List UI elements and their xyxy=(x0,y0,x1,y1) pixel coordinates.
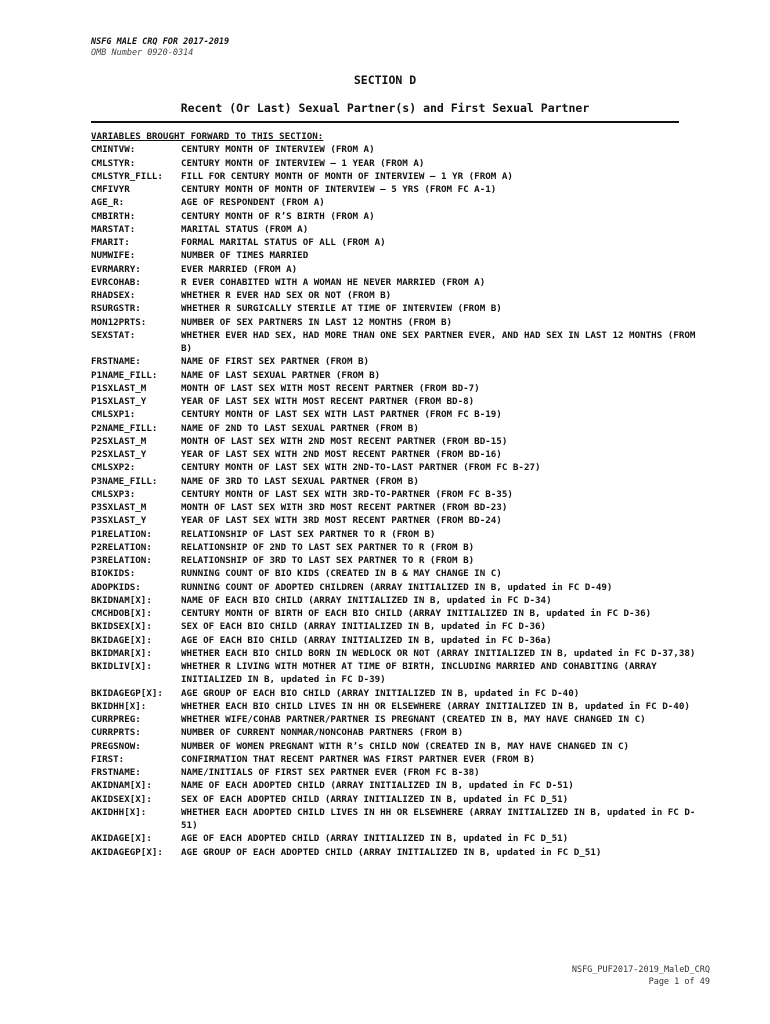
variable-description: NUMBER OF SEX PARTNERS IN LAST 12 MONTHS (FROM B) xyxy=(181,316,453,328)
variable-description: CENTURY MONTH OF LAST SEX WITH 2ND-TO-LAST PARTNER (FROM FC B-27) xyxy=(181,462,541,474)
variable-description: AGE GROUP OF EACH ADOPTED CHILD (ARRAY INITIALIZED IN B, updated in FC D_51) xyxy=(181,846,602,858)
variable-name: BKIDSEX[X]: xyxy=(91,621,152,633)
variable-description: RELATIONSHIP OF LAST SEX PARTNER TO R (FROM B) xyxy=(181,528,436,540)
variable-name: AKIDNAM[X]: xyxy=(91,780,152,792)
variable-row xyxy=(91,740,711,753)
variable-row xyxy=(91,382,711,395)
variable-name: BKIDNAM[X]: xyxy=(91,594,152,606)
variable-name: RHADSEX: xyxy=(91,290,136,301)
variable-name: CMLSTYR: xyxy=(91,157,136,169)
variable-row xyxy=(91,196,711,209)
variable-name: BKIDAGE[X]: xyxy=(91,634,152,646)
variable-row xyxy=(91,607,711,620)
variable-name: RSURGSTR: xyxy=(91,303,141,315)
variable-row xyxy=(91,713,711,726)
variable-row xyxy=(91,475,711,488)
variable-description: SEX OF EACH BIO CHILD (ARRAY INITIALIZED IN B, updated in FC D-36) xyxy=(181,621,547,633)
variable-name: CURRPREG: xyxy=(91,714,141,725)
variable-description: CENTURY MONTH OF LAST SEX WITH LAST PARTNER (FROM FC B-19) xyxy=(181,409,502,421)
variable-description: AGE GROUP OF EACH BIO CHILD (ARRAY INITIALIZED IN B, updated in FC D-40) xyxy=(181,687,580,699)
divider-rule xyxy=(91,121,679,123)
variable-description: R EVER COHABITED WITH A WOMAN HE NEVER MARRIED (FROM A) xyxy=(181,276,486,288)
variable-description: NUMBER OF CURRENT NONMAR/NONCOHAB PARTNERS (FROM B) xyxy=(181,727,464,739)
variable-name: P1SXLAST_Y xyxy=(91,396,147,407)
variables-list xyxy=(91,130,711,859)
section-subtitle: Recent (Or Last) Sexual Partner(s) and First Sexual Partner xyxy=(180,101,590,115)
variable-description: YEAR OF LAST SEX WITH MOST RECENT PARTNER (FROM BD-8) xyxy=(181,396,475,407)
variable-row xyxy=(91,846,711,859)
variable-name: P3SXLAST_M xyxy=(91,502,147,513)
variable-description: FORMAL MARITAL STATUS OF ALL (FROM A) xyxy=(181,237,386,248)
variable-row xyxy=(91,647,711,660)
variable-description: RELATIONSHIP OF 2ND TO LAST SEX PARTNER TO R (FROM B) xyxy=(181,541,475,553)
variable-row xyxy=(91,567,711,580)
variable-name: CMFIVYR xyxy=(91,184,130,195)
variable-description: YEAR OF LAST SEX WITH 2ND MOST RECENT PARTNER (FROM BD-16) xyxy=(181,449,502,460)
variable-name: BKIDAGEGP[X]: xyxy=(91,687,163,699)
variable-row xyxy=(91,210,711,223)
variable-name: CMLSXP1: xyxy=(91,409,136,421)
variable-row xyxy=(91,302,711,315)
variable-description: EVER MARRIED (FROM A) xyxy=(181,263,298,275)
variable-name: CMCHDOB[X]: xyxy=(91,608,152,619)
variable-name: FRSTNAME: xyxy=(91,767,141,778)
variable-row xyxy=(91,753,711,766)
variable-row xyxy=(91,461,711,474)
variable-description: MONTH OF LAST SEX WITH 3RD MOST RECENT PARTNER (FROM BD-23) xyxy=(181,502,508,513)
variable-name: P2SXLAST_Y xyxy=(91,449,147,460)
variables-heading: VARIABLES BROUGHT FORWARD TO THIS SECTION: xyxy=(91,131,324,142)
variable-description: NAME OF LAST SEXUAL PARTNER (FROM B) xyxy=(181,369,381,381)
variable-name: FMARIT: xyxy=(91,237,130,248)
variable-row xyxy=(91,183,711,196)
variable-name: MARSTAT: xyxy=(91,223,136,235)
variable-row xyxy=(91,143,711,156)
variable-description: NUMBER OF TIMES MARRIED xyxy=(181,250,309,262)
variable-row xyxy=(91,594,711,607)
variable-name: CMBIRTH: xyxy=(91,210,136,222)
variable-name: P3SXLAST_Y xyxy=(91,515,147,527)
variable-description: CENTURY MONTH OF R’S BIRTH (FROM A) xyxy=(181,210,375,222)
variable-description: CENTURY MONTH OF INTERVIEW – 1 YEAR (FROM A) xyxy=(181,157,425,169)
variable-name: CMLSXP2: xyxy=(91,462,136,474)
variable-description: NAME OF 2ND TO LAST SEXUAL PARTNER (FROM B) xyxy=(181,422,419,434)
variable-name: CMLSTYR_FILL: xyxy=(91,170,163,182)
variable-name: ADOPKIDS: xyxy=(91,581,141,593)
variable-rows xyxy=(91,143,711,859)
variable-row xyxy=(91,289,711,302)
variable-description: NUMBER OF WOMEN PREGNANT WITH R’s CHILD NOW (CREATED IN B, MAY HAVE CHANGED IN C) xyxy=(181,740,630,752)
variable-description: WHETHER R SURGICALLY STERILE AT TIME OF INTERVIEW (FROM B) xyxy=(181,303,502,315)
variable-row xyxy=(91,170,711,183)
variable-name: FRSTNAME: xyxy=(91,356,141,368)
variable-name: EVRMARRY: xyxy=(91,263,141,275)
variable-name: BKIDHH[X]: xyxy=(91,700,147,712)
variable-row xyxy=(91,316,711,329)
document-header xyxy=(91,37,229,59)
variable-row xyxy=(91,581,711,594)
variable-name: SEXSTAT: xyxy=(91,329,136,341)
variable-description: RUNNING COUNT OF BIO KIDS (CREATED IN B & MAY CHANGE IN C) xyxy=(181,568,502,580)
variable-description: MONTH OF LAST SEX WITH 2ND MOST RECENT PARTNER (FROM BD-15) xyxy=(181,435,508,447)
variable-row xyxy=(91,355,711,368)
variable-row xyxy=(91,223,711,236)
variable-row xyxy=(91,793,711,806)
variable-row xyxy=(91,369,711,382)
variable-row xyxy=(91,541,711,554)
variable-description: YEAR OF LAST SEX WITH 3RD MOST RECENT PARTNER (FROM BD-24) xyxy=(181,515,502,527)
variable-description: NAME OF FIRST SEX PARTNER (FROM B) xyxy=(181,356,370,368)
page-number: Page 1 of 49 xyxy=(648,977,710,987)
variable-row xyxy=(91,554,711,567)
variable-row xyxy=(91,408,711,421)
page-footer xyxy=(572,964,710,988)
variable-row xyxy=(91,501,711,514)
variable-name: P2SXLAST_M xyxy=(91,435,147,447)
variable-description: AGE OF RESPONDENT (FROM A) xyxy=(181,197,325,209)
variable-row xyxy=(91,687,711,700)
variable-name: BKIDLIV[X]: xyxy=(91,661,152,672)
variable-name: P3RELATION: xyxy=(91,555,152,566)
variable-name: P2RELATION: xyxy=(91,541,152,553)
variable-description: CENTURY MONTH OF LAST SEX WITH 3RD-TO-PARTNER (FROM FC B-35) xyxy=(181,488,513,500)
variable-row xyxy=(91,700,711,713)
variable-row xyxy=(91,236,711,249)
variable-name: BKIDMAR[X]: xyxy=(91,647,152,659)
variable-description: CENTURY MONTH OF MONTH OF INTERVIEW – 5 YRS (FROM FC A-1) xyxy=(181,184,497,195)
variable-name: MON12PRTS: xyxy=(91,316,147,328)
variable-name: P1RELATION: xyxy=(91,528,152,540)
variable-description: CENTURY MONTH OF BIRTH OF EACH BIO CHILD (ARRAY INITIALIZED IN B, updated in FC D-36) xyxy=(181,608,652,619)
variable-name: EVRCOHAB: xyxy=(91,276,141,288)
variable-row xyxy=(91,329,711,356)
variable-name: CMINTVW: xyxy=(91,144,136,156)
variable-description: CONFIRMATION THAT RECENT PARTNER WAS FIRST PARTNER EVER (FROM B) xyxy=(181,753,536,765)
variable-description: AGE OF EACH BIO CHILD (ARRAY INITIALIZED IN B, updated in FC D-36a) xyxy=(181,634,552,646)
variable-description: WHETHER EVER HAD SEX, HAD MORE THAN ONE SEX PARTNER EVER, AND HAD SEX IN LAST 12 MONTHS (FROM B) xyxy=(181,329,696,354)
variable-row xyxy=(91,766,711,779)
variable-description: SEX OF EACH ADOPTED CHILD (ARRAY INITIALIZED IN B, updated in FC D_51) xyxy=(181,793,569,805)
variable-name: AGE_R: xyxy=(91,197,125,209)
variable-description: WHETHER EACH BIO CHILD BORN IN WEDLOCK OR NOT (ARRAY INITIALIZED IN B, updated in FC D-37,38) xyxy=(181,647,696,659)
variable-description: WHETHER EACH BIO CHILD LIVES IN HH OR ELSEWHERE (ARRAY INITIALIZED IN B, updated in FC D-40) xyxy=(181,700,690,712)
variable-row xyxy=(91,488,711,501)
variable-row xyxy=(91,263,711,276)
variable-name: AKIDHH[X]: xyxy=(91,806,147,818)
variable-name: P1SXLAST_M xyxy=(91,382,147,394)
variable-row xyxy=(91,435,711,448)
variable-name: CMLSXP3: xyxy=(91,488,136,500)
variable-description: FILL FOR CENTURY MONTH OF MONTH OF INTERVIEW – 1 YR (FROM A) xyxy=(181,170,513,182)
survey-title: NSFG MALE CRQ FOR 2017-2019 xyxy=(91,37,230,47)
variable-name: CURRPRTS: xyxy=(91,727,141,739)
variable-row xyxy=(91,422,711,435)
variable-description: RELATIONSHIP OF 3RD TO LAST SEX PARTNER TO R (FROM B) xyxy=(181,555,475,566)
variable-row xyxy=(91,660,711,687)
variable-description: WHETHER WIFE/COHAB PARTNER/PARTNER IS PREGNANT (CREATED IN B, MAY HAVE CHANGED IN C) xyxy=(181,714,646,725)
document-id: NSFG_PUF2017-2019_MaleD_CRQ xyxy=(571,965,710,975)
variable-description: NAME OF 3RD TO LAST SEXUAL PARTNER (FROM B) xyxy=(181,475,419,487)
variable-description: NAME OF EACH BIO CHILD (ARRAY INITIALIZED IN B, updated in FC D-34) xyxy=(181,594,552,606)
variable-name: P3NAME_FILL: xyxy=(91,475,158,487)
variable-description: WHETHER EACH ADOPTED CHILD LIVES IN HH OR ELSEWHERE (ARRAY INITIALIZED IN B, updated in FC D-51) xyxy=(181,806,696,831)
variable-description: NAME OF EACH ADOPTED CHILD (ARRAY INITIALIZED IN B, updated in FC D-51) xyxy=(181,780,574,792)
variable-row xyxy=(91,249,711,262)
variable-description: AGE OF EACH ADOPTED CHILD (ARRAY INITIALIZED IN B, updated in FC D_51) xyxy=(181,833,569,845)
variable-name: BIOKIDS: xyxy=(91,568,136,580)
variable-row xyxy=(91,276,711,289)
variable-description: MARITAL STATUS (FROM A) xyxy=(181,223,309,235)
variable-name: NUMWIFE: xyxy=(91,250,136,262)
variable-row xyxy=(91,806,711,833)
variable-description: WHETHER R LIVING WITH MOTHER AT TIME OF BIRTH, INCLUDING MARRIED AND COHABITING (ARRAY INITIALIZED IN B, updated in FC D-39) xyxy=(181,661,657,686)
variable-description: NAME/INITIALS OF FIRST SEX PARTNER EVER (FROM FC B-38) xyxy=(181,767,480,778)
variable-row xyxy=(91,620,711,633)
variable-row xyxy=(91,514,711,527)
variable-name: P2NAME_FILL: xyxy=(91,422,158,434)
variable-row xyxy=(91,832,711,845)
variable-row xyxy=(91,779,711,792)
variable-description: WHETHER R EVER HAD SEX OR NOT (FROM B) xyxy=(181,290,392,301)
variable-name: FIRST: xyxy=(91,753,125,765)
variable-name: P1NAME_FILL: xyxy=(91,369,158,381)
variable-row xyxy=(91,726,711,739)
variable-row xyxy=(91,157,711,170)
variable-description: MONTH OF LAST SEX WITH MOST RECENT PARTNER (FROM BD-7) xyxy=(181,382,480,394)
variable-row xyxy=(91,528,711,541)
variable-row xyxy=(91,448,711,461)
variable-row xyxy=(91,634,711,647)
section-title: SECTION D xyxy=(353,73,417,87)
omb-number: OMB Number 0920-0314 xyxy=(91,48,194,58)
variable-name: AKIDAGE[X]: xyxy=(91,833,152,845)
variable-name: PREGSNOW: xyxy=(91,740,141,752)
variable-description: RUNNING COUNT OF ADOPTED CHILDREN (ARRAY INITIALIZED IN B, updated in FC D-49) xyxy=(181,581,613,593)
variable-name: AKIDSEX[X]: xyxy=(91,793,152,805)
variable-row xyxy=(91,395,711,408)
variable-name: AKIDAGEGP[X]: xyxy=(91,846,163,858)
variable-description: CENTURY MONTH OF INTERVIEW (FROM A) xyxy=(181,144,375,156)
